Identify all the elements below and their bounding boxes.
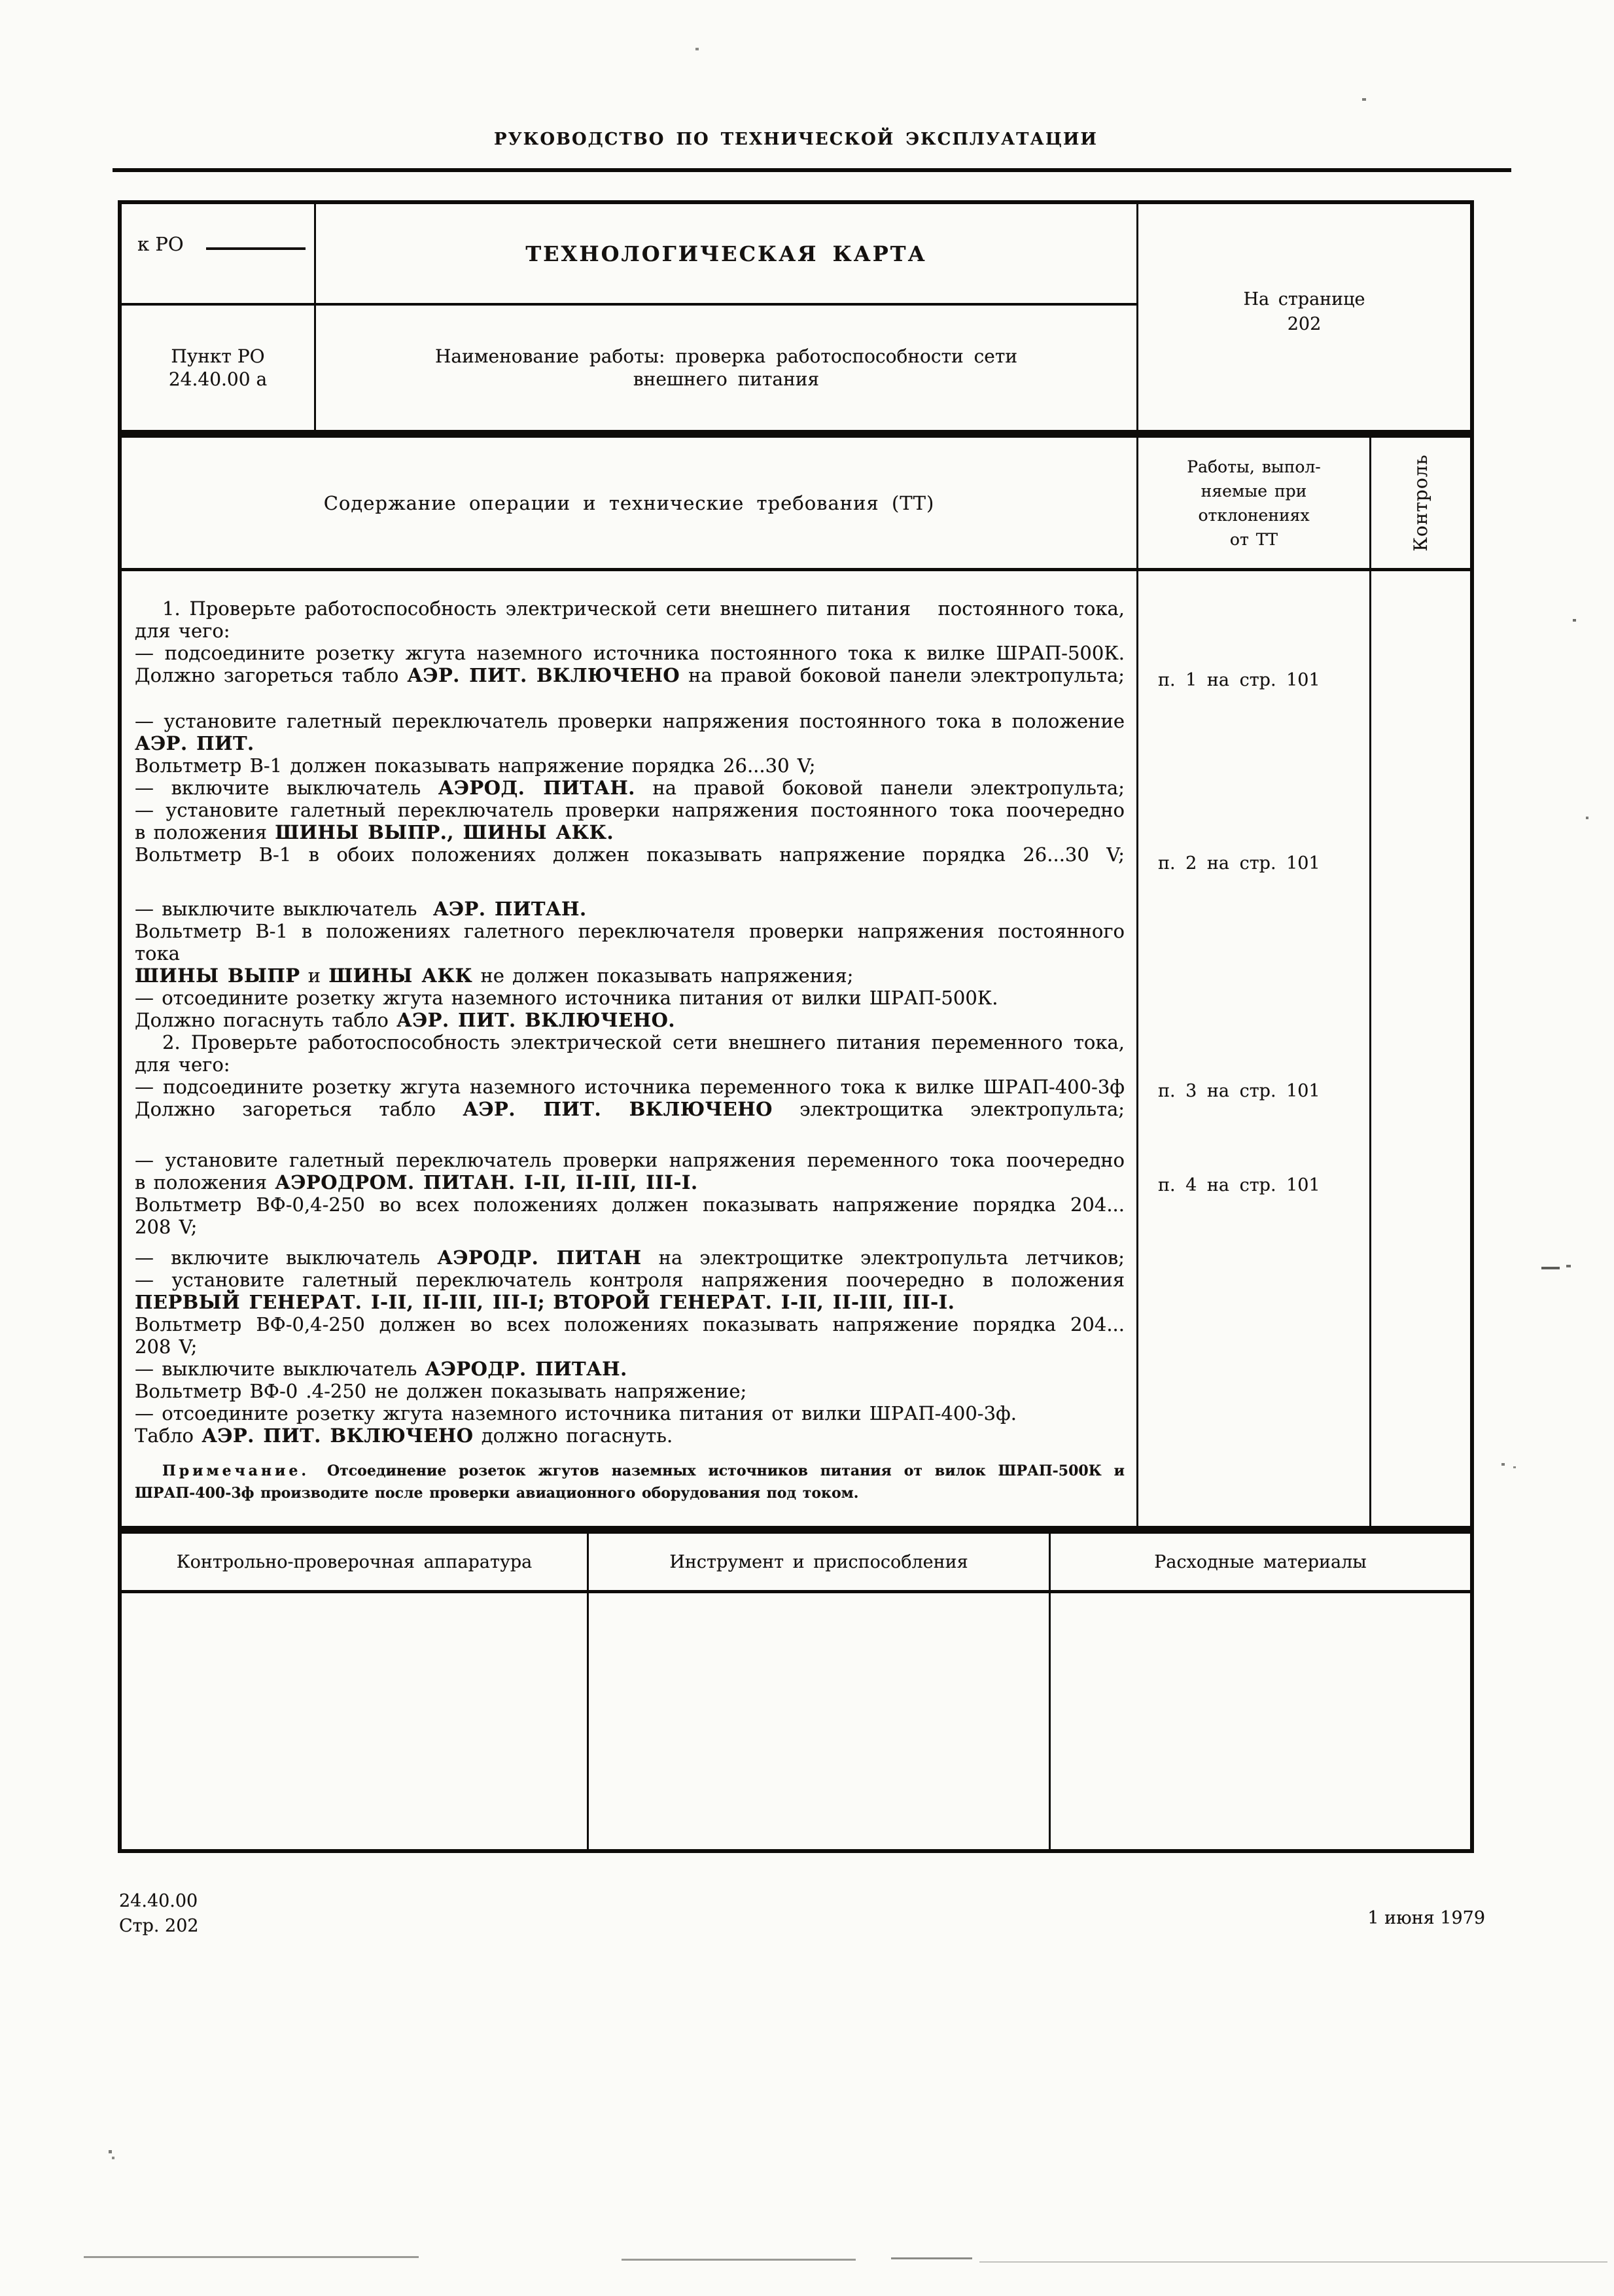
text-line: — выключите выключатель АЭРОДР. ПИТАН. [135, 1358, 627, 1380]
work-name-line2: внешнего питания [633, 368, 820, 390]
on-page-label: На странице [1243, 289, 1365, 309]
text-line: — включите выключатель АЭРОДР. ПИТАН на электрощитке электропульта летчиков; [135, 1246, 1125, 1269]
footer-page-number: Стр. 202 [119, 1916, 199, 1936]
scan-artifact [622, 2259, 856, 2261]
text-line: в положения ШИНЫ ВЫПР., ШИНЫ АКК. [135, 821, 614, 843]
scan-artifact [891, 2257, 972, 2259]
text-line: Должно загореться табло АЭР. ПИТ. ВКЛЮЧЕНО электрощитка электропульта; [135, 1098, 1125, 1120]
text-line: — установите галетный переключатель проверки напряжения постоянного тока поочередно [135, 799, 1125, 821]
operation-text [122, 571, 1136, 1506]
text-line: 2. Проверьте работоспособность электрической сети внешнего питания переменного тока, [162, 1031, 1125, 1053]
blank-underline [206, 247, 306, 250]
scan-artifact [1586, 817, 1588, 819]
punkt-ro-label: Пункт РО [171, 345, 265, 367]
test-equipment-header: Контрольно-проверочная аппаратура [176, 1551, 533, 1572]
ref-note: п. 4 на стр. 101 [1158, 1175, 1320, 1195]
text-line: — отсоедините розетку жгута наземного источника питания от вилки ШРАП-400-3ф. [135, 1402, 1017, 1424]
text-line: 208 V; [135, 1335, 198, 1358]
table-grid-line [1369, 434, 1371, 1530]
text-line: Вольтметр ВФ-0,4-250 во всех положениях должен показывать напряжение порядка 204... [135, 1193, 1125, 1216]
text-line: Вольтметр В-1 в обоих положениях должен показывать напряжение порядка 26...30 V; [135, 843, 1125, 866]
scan-artifact [1573, 619, 1576, 622]
materials-table [118, 1530, 1474, 1853]
text-line: — установите галетный переключатель проверки напряжения переменного тока поочередно [135, 1149, 1125, 1171]
text-line: для чего: [135, 1053, 230, 1076]
scan-artifact [1566, 1265, 1571, 1267]
footer-doc-number: 24.40.00 [119, 1891, 198, 1911]
ref-note: п. 3 на стр. 101 [1158, 1081, 1320, 1101]
text-line: Примечание. Отсоединение розеток жгутов наземных источников питания от вилок ШРАП-500К и [162, 1462, 1125, 1479]
scan-artifact [979, 2261, 1607, 2263]
deviation-header-line: от ТТ [1229, 529, 1278, 549]
ref-note: п. 1 на стр. 101 [1158, 670, 1320, 690]
on-page-cell [1138, 204, 1470, 430]
text-line: ПЕРВЫЙ ГЕНЕРАТ. I-II, II-III, III-I; ВТОРОЙ ГЕНЕРАТ. I-II, II-III, III-I. [135, 1291, 955, 1313]
operations-table [118, 434, 1474, 1530]
scan-artifact [84, 2256, 419, 2258]
scan-artifact [1362, 98, 1366, 101]
table-grid-line [118, 1590, 1474, 1593]
consumables-header: Расходные материалы [1154, 1551, 1367, 1572]
to-ro-cell [122, 204, 314, 303]
text-line: — установите галетный переключатель контроля напряжения поочередно в положения [135, 1269, 1125, 1291]
text-line: ШИНЫ ВЫПР и ШИНЫ АКК не должен показывать напряжения; [135, 964, 854, 987]
scan-artifact [109, 2150, 112, 2153]
text-line: Вольтметр ВФ-0 .4-250 не должен показывать напряжение; [135, 1380, 747, 1402]
text-line: — выключите выключатель АЭР. ПИТАН. [135, 898, 587, 920]
punkt-ro-cell [122, 306, 314, 430]
text-line: ШРАП-400-3ф производите после проверки авиационного оборудования под током. [135, 1485, 859, 1502]
text-line: Вольтметр В-1 должен показывать напряжение порядка 26...30 V; [135, 754, 816, 777]
deviation-header-line: Работы, выпол- [1187, 457, 1321, 476]
text-line: 1. Проверьте работоспособность электрической сети внешнего питания постоянного тока, [162, 597, 1125, 620]
footer-date: 1 июня 1979 [1367, 1908, 1485, 1928]
text-line: — отсоедините розетку жгута наземного источника питания от вилки ШРАП-500К. [135, 987, 998, 1009]
table-border [1470, 200, 1474, 434]
scan-artifact [592, 2069, 595, 2072]
text-line: — подсоедините розетку жгута наземного источника постоянного тока к вилке ШРАП-500К. [135, 642, 1125, 664]
table-border [1470, 1530, 1474, 1853]
table-border [1470, 434, 1474, 1530]
scan-artifact [1513, 1466, 1516, 1468]
scan-artifact [1541, 1267, 1560, 1269]
text-line: Табло АЭР. ПИТ. ВКЛЮЧЕНО должно погаснуть. [135, 1424, 673, 1447]
scan-artifact [695, 48, 699, 50]
text-line: в положения АЭРОДРОМ. ПИТАН. I-II, II-III, III-I. [135, 1171, 698, 1193]
deviation-column-header [1138, 438, 1369, 568]
on-page-number: 202 [1287, 313, 1322, 334]
text-line: Вольтметр ВФ-0,4-250 должен во всех положениях показывать напряжение порядка 204... [135, 1313, 1125, 1335]
text-line: — подсоедините розетку жгута наземного источника переменного тока к вилке ШРАП-400-3ф [135, 1076, 1125, 1098]
text-line: Вольтметр В-1 в положениях галетного переключателя проверки напряжения постоянного тока [135, 920, 1125, 964]
control-column-header-cell [1371, 438, 1470, 568]
table-border [118, 1849, 1474, 1853]
card-header-table [118, 200, 1474, 434]
text-line: 208 V; [135, 1216, 198, 1238]
manual-running-title: РУКОВОДСТВО ПО ТЕХНИЧЕСКОЙ ЭКСПЛУАТАЦИИ [494, 130, 1098, 149]
header-rule [113, 168, 1511, 172]
card-title: ТЕХНОЛОГИЧЕСКАЯ КАРТА [525, 241, 927, 266]
ref-note: п. 2 на стр. 101 [1158, 853, 1320, 874]
operations-column-header: Содержание операции и технические требования (ТТ) [323, 491, 935, 514]
scan-artifact [112, 2157, 114, 2159]
scan-artifact [1501, 1463, 1505, 1466]
text-line: АЭР. ПИТ. [135, 732, 254, 754]
text-line: — установите галетный переключатель проверки напряжения постоянного тока в положение [135, 710, 1125, 732]
deviation-header-line: отклонениях [1198, 505, 1310, 525]
deviation-header-line: няемые при [1201, 481, 1307, 501]
text-line: — включите выключатель АЭРОД. ПИТАН. на правой боковой панели электропульта; [135, 777, 1125, 799]
text-line: Должно погаснуть табло АЭР. ПИТ. ВКЛЮЧЕНО. [135, 1009, 675, 1031]
control-column-header: Контроль [1410, 454, 1431, 552]
text-line: для чего: [135, 620, 230, 642]
work-name-cell [316, 306, 1136, 430]
deviation-refs [1138, 571, 1369, 1526]
punkt-ro-value: 24.40.00 а [168, 368, 268, 390]
work-name-line1: Наименование работы: проверка работоспособности сети [434, 345, 1018, 367]
tools-header: Инструмент и приспособления [669, 1551, 968, 1572]
to-ro-label: к РО [137, 233, 184, 255]
text-line: Должно загореться табло АЭР. ПИТ. ВКЛЮЧЕНО на правой боковой панели электропульта; [135, 664, 1125, 686]
